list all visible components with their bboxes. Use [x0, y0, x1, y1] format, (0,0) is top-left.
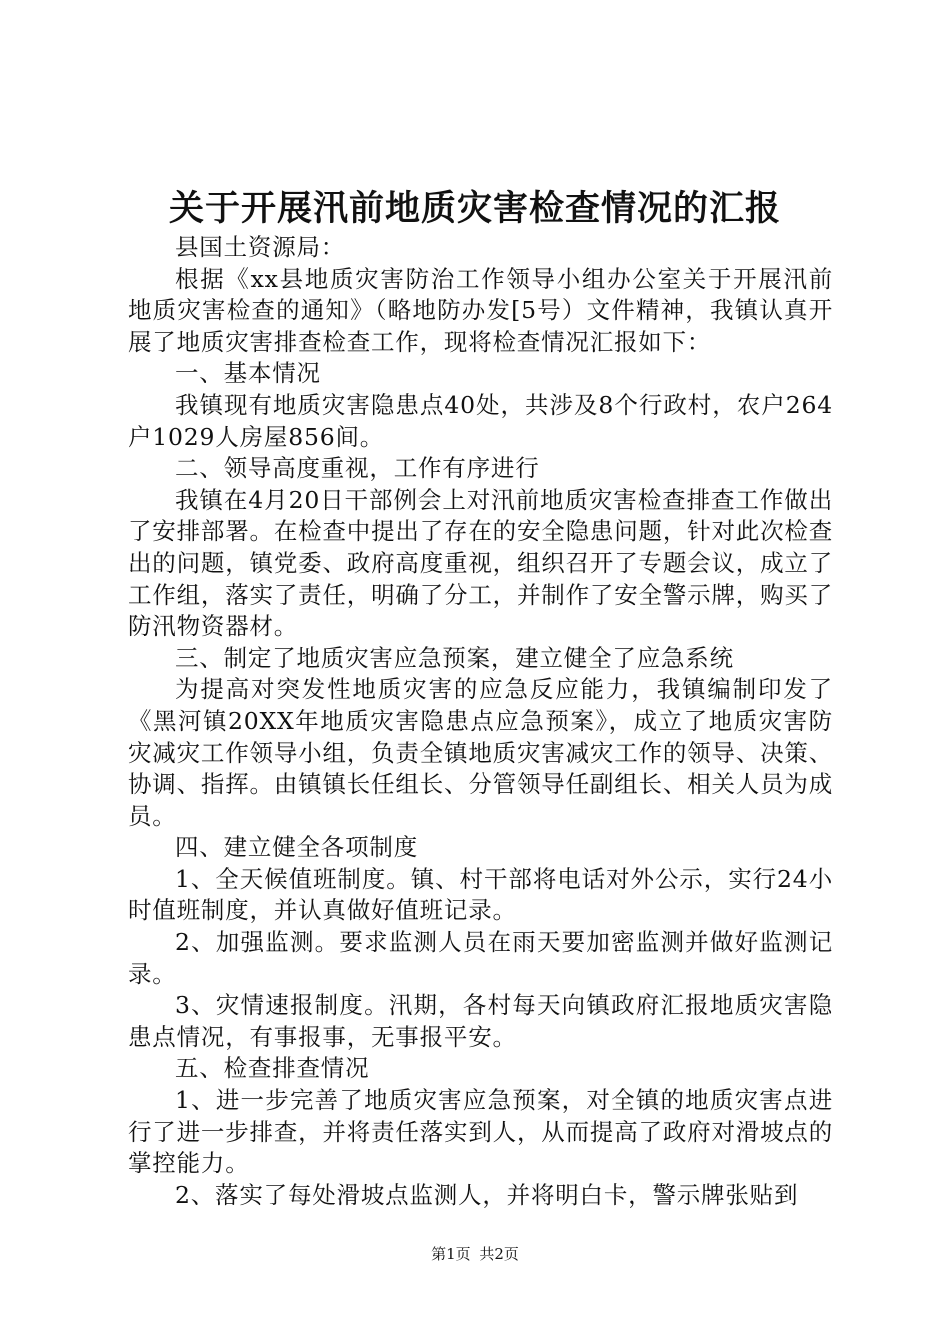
paragraph-leadership: 我镇在4月20日干部例会上对汛前地质灾害检查排查工作做出了安排部署。在检查中提出了存在的安全隐患问题，针对此次检查出的问题，镇党委、政府高度重视，组织召开了专题会议，成立了工作组，落实了责任，明确了分工，并制作了安全警示牌，购买了防汛物资器材。 — [128, 485, 833, 641]
paragraph-system-2: 2、加强监测。要求监测人员在雨天要加密监测并做好监测记录。 — [128, 928, 833, 988]
paragraph-basic: 我镇现有地质灾害隐患点40处，共涉及8个行政村，农户264户1029人房屋856间。 — [128, 390, 833, 451]
section-heading-leadership: 二、领导高度重视，工作有序进行 — [175, 454, 540, 483]
document-body — [128, 232, 833, 1211]
document-title: 关于开展汛前地质灾害检查情况的汇报 — [168, 188, 781, 229]
page-total: 共2页 — [479, 1245, 519, 1263]
paragraph-inspection-1: 1、进一步完善了地质灾害应急预案，对全镇的地质灾害点进行了进一步排查，并将责任落实到人，从而提高了政府对滑坡点的掌控能力。 — [128, 1086, 833, 1178]
page-number: 第1页 — [431, 1245, 471, 1263]
paragraph-inspection-2: 2、落实了每处滑坡点监测人，并将明白卡，警示牌张贴到 — [175, 1180, 799, 1209]
section-heading-plan: 三、制定了地质灾害应急预案，建立健全了应急系统 — [175, 643, 734, 672]
paragraph-system-3: 3、灾情速报制度。汛期，各村每天向镇政府汇报地质灾害隐患点情况，有事报事，无事报平安。 — [128, 991, 833, 1051]
intro-paragraph: 根据《xx县地质灾害防治工作领导小组办公室关于开展汛前地质灾害检查的通知》（略地防办发[5号）文件精神，我镇认真开展了地质灾害排查检查工作，现将检查情况汇报如下： — [128, 264, 833, 356]
section-heading-inspection: 五、检查排查情况 — [175, 1054, 370, 1083]
section-heading-basic: 一、基本情况 — [175, 359, 321, 388]
section-heading-systems: 四、建立健全各项制度 — [175, 833, 418, 862]
paragraph-system-1: 1、全天候值班制度。镇、村干部将电话对外公示，实行24小时值班制度，并认真做好值班记录。 — [128, 864, 833, 925]
page-footer — [0, 1244, 950, 1264]
salutation: 县国土资源局： — [175, 233, 346, 261]
paragraph-plan: 为提高对突发性地质灾害的应急反应能力，我镇编制印发了《黑河镇20XX年地质灾害隐患点应急预案》，成立了地质灾害防灾减灾工作领导小组，负责全镇地质灾害减灾工作的领导、决策、协调、指挥。由镇镇长任组长、分管领导任副组长、相关人员为成员。 — [128, 675, 833, 830]
